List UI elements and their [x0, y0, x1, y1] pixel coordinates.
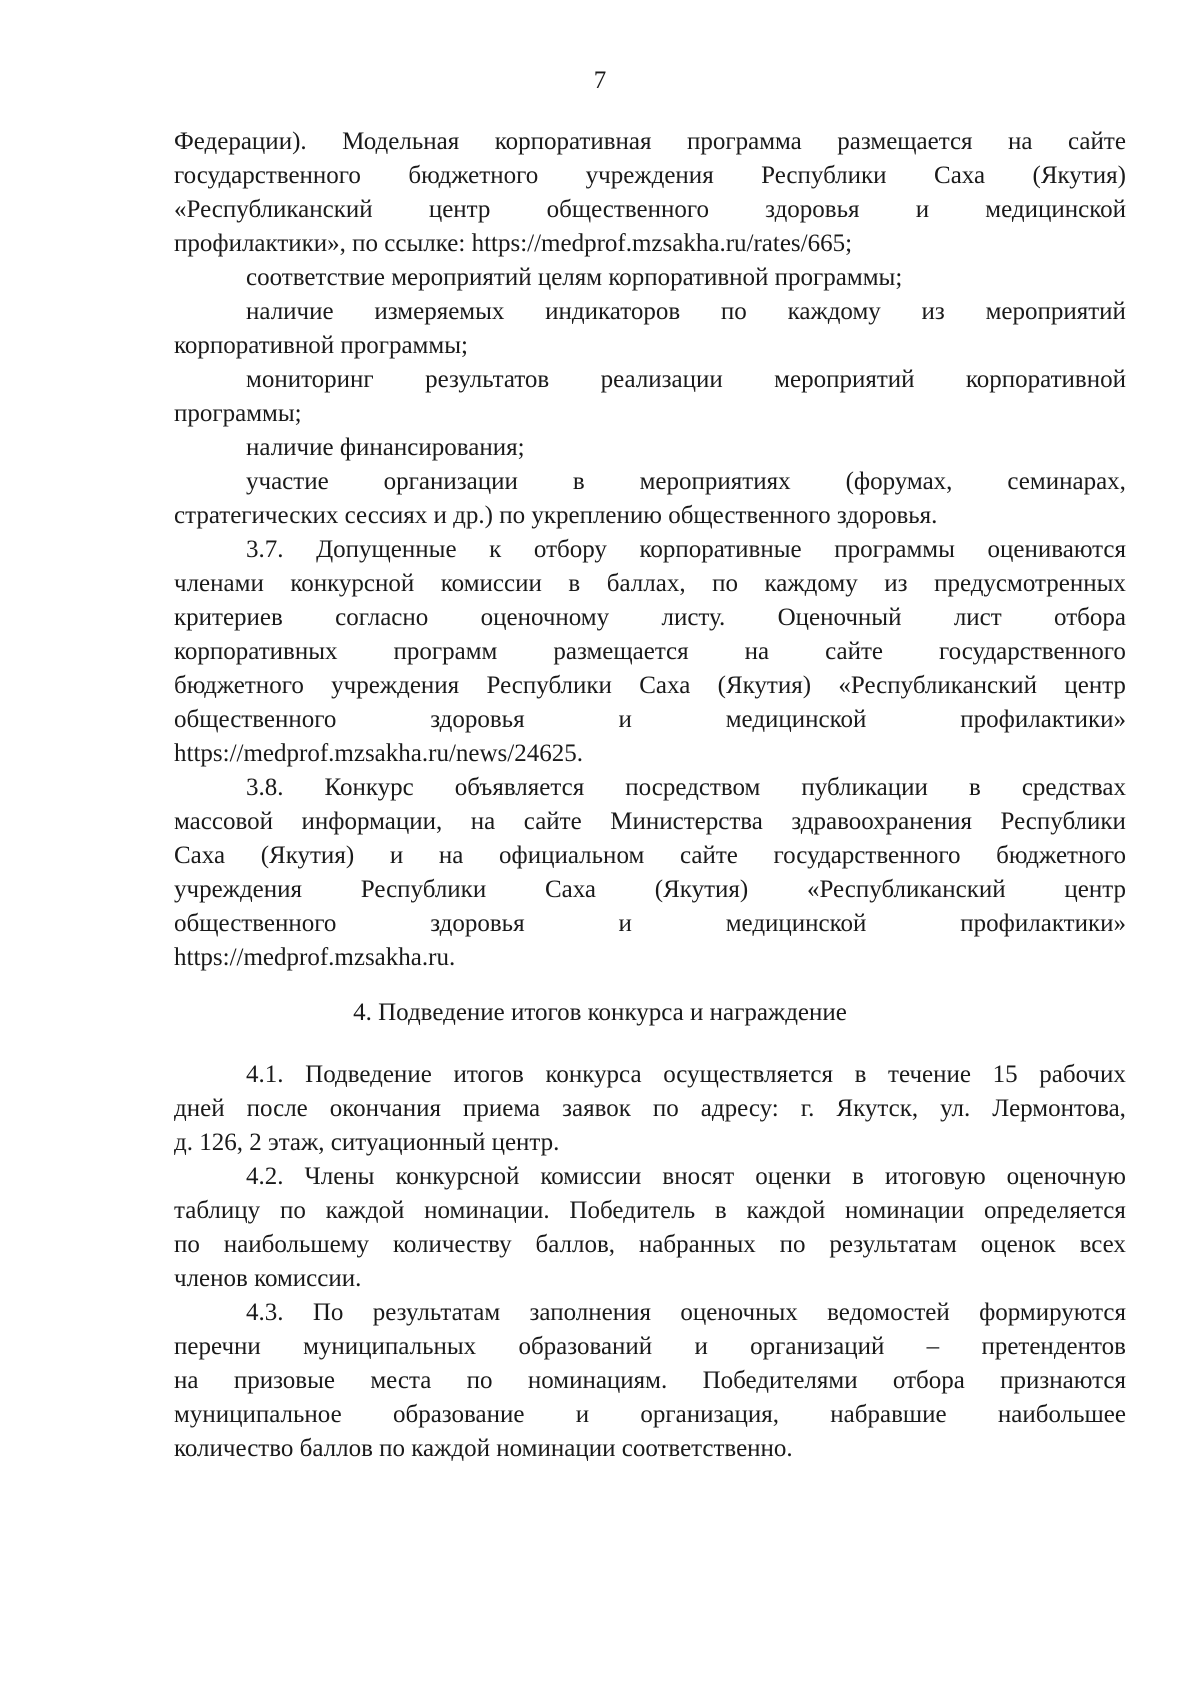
text-line: корпоративных программ размещается на сайте государственного: [174, 638, 1126, 665]
text-line: участие организации в мероприятиях (форумах, семинарах,: [246, 468, 1126, 495]
text-line: дней после окончания приема заявок по адресу: г. Якутск, ул. Лермонтова,: [174, 1095, 1126, 1122]
text-line: Федерации). Модельная корпоративная программа размещается на сайте: [174, 128, 1126, 155]
text-line: массовой информации, на сайте Министерства здравоохранения Республики: [174, 808, 1126, 835]
text-line: программы;: [174, 400, 302, 427]
text-line: членов комиссии.: [174, 1265, 362, 1292]
text-line: «Республиканский центр общественного здоровья и медицинской: [174, 196, 1126, 223]
text-line: бюджетного учреждения Республики Саха (Якутия) «Республиканский центр: [174, 672, 1126, 699]
text-line: общественного здоровья и медицинской профилактики»: [174, 706, 1126, 733]
page-number: 7: [593, 67, 607, 94]
text-line: количество баллов по каждой номинации соответственно.: [174, 1435, 793, 1462]
text-line: 3.8. Конкурс объявляется посредством публикации в средствах: [246, 774, 1126, 801]
text-line: д. 126, 2 этаж, ситуационный центр.: [174, 1129, 560, 1156]
text-line: общественного здоровья и медицинской профилактики»: [174, 910, 1126, 937]
text-line: по наибольшему количеству баллов, набранных по результатам оценок всех: [174, 1231, 1126, 1258]
text-line: учреждения Республики Саха (Якутия) «Республиканский центр: [174, 876, 1126, 903]
section-heading: 4. Подведение итогов конкурса и награждение: [353, 999, 847, 1026]
text-line: 4.2. Члены конкурсной комиссии вносят оценки в итоговую оценочную: [246, 1163, 1126, 1190]
text-line: профилактики», по ссылке: https://medprof.mzsakha.ru/rates/665;: [174, 230, 853, 257]
text-line: наличие финансирования;: [246, 434, 525, 461]
text-line: корпоративной программы;: [174, 332, 468, 359]
text-line: членами конкурсной комиссии в баллах, по каждому из предусмотренных: [174, 570, 1126, 597]
text-line: государственного бюджетного учреждения Республики Саха (Якутия): [174, 162, 1126, 189]
text-line: 3.7. Допущенные к отбору корпоративные программы оцениваются: [246, 536, 1126, 563]
text-line: Саха (Якутия) и на официальном сайте государственного бюджетного: [174, 842, 1126, 869]
text-line: 4.1. Подведение итогов конкурса осуществляется в течение 15 рабочих: [246, 1061, 1126, 1088]
text-line: 4.3. По результатам заполнения оценочных ведомостей формируются: [246, 1299, 1126, 1326]
text-line: перечни муниципальных образований и организаций – претендентов: [174, 1333, 1126, 1360]
text-line: наличие измеряемых индикаторов по каждому из мероприятий: [246, 298, 1126, 325]
text-line: таблицу по каждой номинации. Победитель в каждой номинации определяется: [174, 1197, 1126, 1224]
text-line: на призовые места по номинациям. Победителями отбора признаются: [174, 1367, 1126, 1394]
text-line: муниципальное образование и организация, набравшие наибольшее: [174, 1401, 1126, 1428]
text-line: соответствие мероприятий целям корпоративной программы;: [246, 264, 903, 291]
text-line: стратегических сессиях и др.) по укреплению общественного здоровья.: [174, 502, 938, 529]
text-line: https://medprof.mzsakha.ru.: [174, 944, 456, 971]
text-line: критериев согласно оценочному листу. Оценочный лист отбора: [174, 604, 1126, 631]
text-line: https://medprof.mzsakha.ru/news/24625.: [174, 740, 583, 767]
text-line: мониторинг результатов реализации мероприятий корпоративной: [246, 366, 1126, 393]
